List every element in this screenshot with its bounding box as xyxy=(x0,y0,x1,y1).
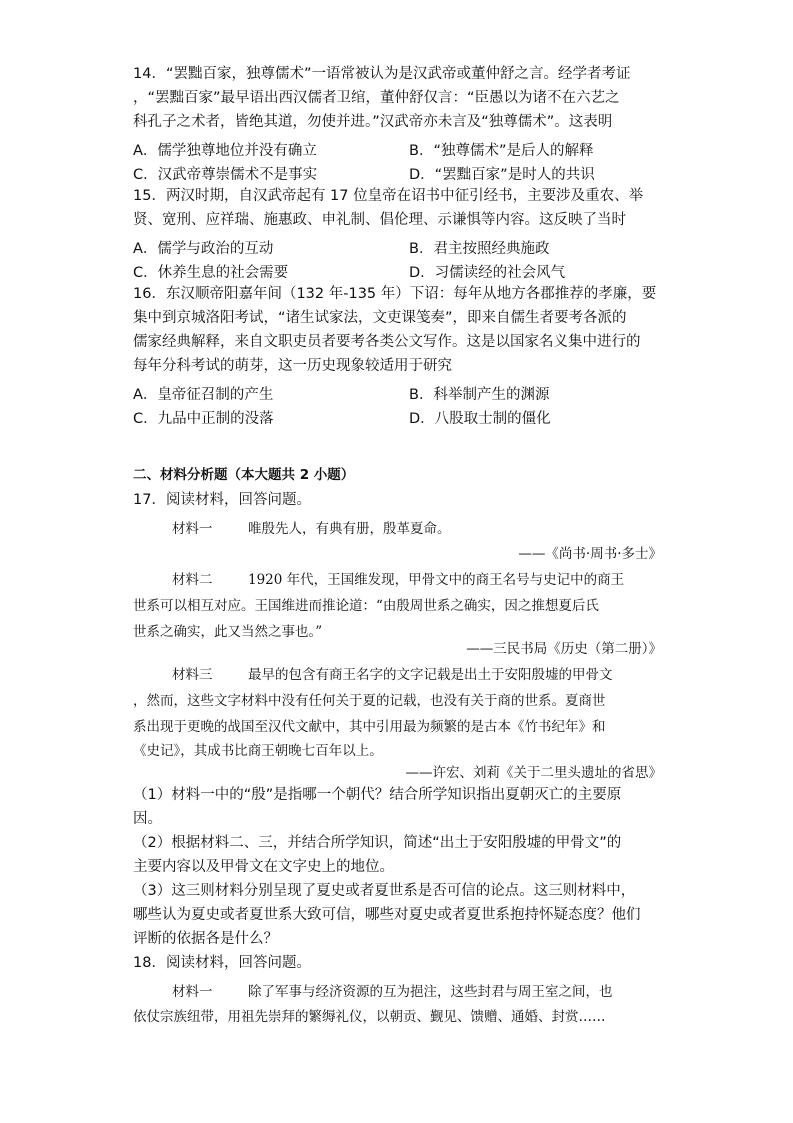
q17-question-3-line-3: 评断的依据各是什么？ xyxy=(133,931,278,947)
q17-material-3-label: 材料三 xyxy=(172,667,213,683)
q17-question-1-line-2: 因。 xyxy=(133,811,162,827)
q17-material-3-source: ——许宏、刘莉《关于二里头遗址的省思》 xyxy=(405,765,662,781)
q17-question-2-line-2: 主要内容以及甲骨文在文字史上的地位。 xyxy=(133,859,394,875)
q18-material-1-line-1: 除了军事与经济资源的互为挹注，这些封君与周王室之间，也 xyxy=(248,984,613,1000)
q15-line-2: 贤、宽刑、应祥瑞、施惠政、申礼制、倡伦理、示谦惧等内容。这反映了当时 xyxy=(133,212,626,228)
q17-question-3-line-1: （3）这三则材料分别呈现了夏史或者夏世系是否可信的论点。这三则材料中， xyxy=(133,883,636,899)
q17-material-2-label: 材料二 xyxy=(172,572,213,588)
q16-line-3: 儒家经典解释，来自文职吏员者要考各类公文写作。这是以国家名义集中进行的 xyxy=(133,334,641,350)
q18-material-1-label: 材料一 xyxy=(172,984,213,1000)
q17-intro: 17．阅读材料，回答问题。 xyxy=(133,492,311,508)
q17-question-3-line-2: 哪些认为夏史或者夏世系大致可信，哪些对夏史或者夏世系抱持怀疑态度？他们 xyxy=(133,907,641,923)
q17-material-3-line-2: ，然而，这些文字材料中没有任何关于夏的记载，也没有关于商的世系。夏商世 xyxy=(133,693,606,709)
q17-material-1-source: ——《尚书·周书·多士》 xyxy=(518,546,662,562)
q15-line-1: 15．两汉时期，自汉武帝起有 17 位皇帝在诏书中征引经书，主要涉及重农、举 xyxy=(133,188,644,204)
q16-option-c: C．九品中正制的没落 xyxy=(133,411,274,427)
q15-option-b: B．君主按照经典施政 xyxy=(409,241,550,257)
q14-option-a: A．儒学独尊地位并没有确立 xyxy=(133,143,317,159)
q15-option-d: D．习儒读经的社会风气 xyxy=(409,265,566,281)
q17-material-1-text: 唯殷先人，有典有册，殷革夏命。 xyxy=(248,521,451,537)
q17-material-2-source: ——三民书局《历史（第二册）》 xyxy=(466,641,662,657)
q16-line-1: 16．东汉顺帝阳嘉年间（132 年-135 年）下诏：每年从地方各郡推荐的孝廉，要 xyxy=(133,286,657,302)
q18-intro: 18．阅读材料，回答问题。 xyxy=(133,955,311,971)
q14-line-1: 14．“罢黜百家，独尊儒术”一语常被认为是汉武帝或董仲舒之言。经学者考证 xyxy=(133,66,631,82)
q16-option-b: B．科举制产生的渊源 xyxy=(409,387,550,403)
q17-material-2-line-1: 1920 年代，王国维发现，甲骨文中的商王名号与史记中的商王 xyxy=(248,572,625,588)
q15-option-c: C．休养生息的社会需要 xyxy=(133,265,289,281)
q15-option-a: A．儒学与政治的互动 xyxy=(133,241,274,257)
q16-option-d: D．八股取士制的僵化 xyxy=(409,411,551,427)
q17-question-2-line-1: （2）根据材料二、三，并结合所学知识，简述“出土于安阳殷墟的甲骨文”的 xyxy=(133,835,622,851)
q17-material-3-line-3: 系出现于更晚的战国至汉代文献中，其中引用最为频繁的是古本《竹书纪年》和 xyxy=(133,719,606,735)
q14-line-3: 科孔子之术者，皆绝其道，勿使并进。”汉武帝亦未言及“独尊儒术”。这表明 xyxy=(133,114,613,130)
q17-material-3-line-1: 最早的包含有商王名字的文字记载是出土于安阳殷墟的甲骨文 xyxy=(248,667,613,683)
q14-option-d: D．“罢黜百家”是时人的共识 xyxy=(409,167,595,183)
section-heading: 二、材料分析题（本大题共 2 小题） xyxy=(133,467,355,483)
q17-material-2-line-2: 世系可以相互对应。王国维进而推论道：“由殷周世系之确实，因之推想夏后氏 xyxy=(133,598,599,614)
q16-line-2: 集中到京城洛阳考试，“诸生试家法，文吏课笺奏”，即来自儒生者要考各派的 xyxy=(133,310,627,326)
q17-material-1-label: 材料一 xyxy=(172,521,213,537)
q18-material-1-line-2: 依仗宗族纽带，用祖先崇拜的繁缛礼仪，以朝贡、觐见、馈赠、通婚、封赏…… xyxy=(133,1009,606,1025)
q16-option-a: A．皇帝征召制的产生 xyxy=(133,387,274,403)
q14-option-b: B．“独尊儒术”是后人的解释 xyxy=(409,143,594,159)
q14-line-2: ，“罢黜百家”最早语出西汉儒者卫绾，董仲舒仅言：“臣愚以为诸不在六艺之 xyxy=(133,90,620,106)
q17-material-3-line-4: 《史记》，其成书比商王朝晚七百年以上。 xyxy=(133,743,383,759)
q17-question-1-line-1: （1）材料一中的“殷”是指哪一个朝代？结合所学知识指出夏朝灭亡的主要原 xyxy=(133,787,622,803)
q14-option-c: C．汉武帝尊崇儒术不是事实 xyxy=(133,167,318,183)
q16-line-4: 每年分科考试的萌芽，这一历史现象较适用于研究 xyxy=(133,358,452,374)
q17-material-2-line-3: 世系之确实，此又当然之事也。” xyxy=(133,624,323,640)
